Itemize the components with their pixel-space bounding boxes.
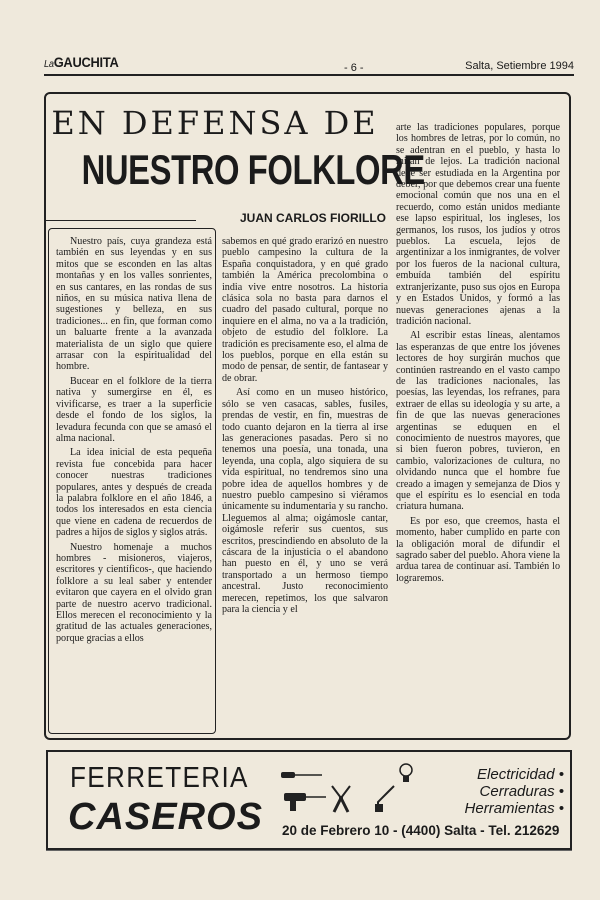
paragraph: sabemos en qué grado erarizó en nuestro pueblo campesino la cultura de la España conquistadora, y en qué grado también la América precolombina o india vive entre nosotros. La historia clásica sola no basta para darnos el cuadro del pasado cultural, porque no inquiere en el alma, no va a la tradición, objeto de estudio del folklore. La tradición es precisamente eso, el alma de los pueblos, porque en ella están su modo de pensar, de sentir, de fantasear y de obrar. bbox=[222, 236, 388, 384]
author-byline: JUAN CARLOS FIORILLO bbox=[240, 211, 386, 225]
article-column-2 bbox=[222, 236, 388, 615]
service-item: Cerraduras • bbox=[479, 783, 564, 800]
paragraph: arte las tradiciones populares, porque los hombres de letras, por lo común, no se adentran en el pueblo, y hasta lo miran de lejos. La tradición nacional debe ser estudiada en la Argentina por deber, por que debemos crear una fuente emocional común que nos una en el recuerdo, como están unidos mediante ese lapso espiritual, los ingleses, los germanos, los rusos, los judíos y otros pueblos. La escuela, lejos de argentinizar a los inmigrantes, de volver por los fueros de la nacional cultura, embuída también del espíritu extranjerizante, puso sus ojos en Europa y en Estados Unidos, y formó a las nuevas generaciones ajenas a la tradición nacional. bbox=[396, 122, 560, 327]
page-number: - 6 - bbox=[344, 62, 364, 74]
paragraph: Así como en un museo histórico, sólo se ven casacas, sables, fusiles, prendas de vestir, en fin, muestras de todo cuanto dejaron en la tierra al irse las generaciones pasadas. Pero si no tenemos una poesía, una tonada, una leyenda, una copla, algo siquiera de su vida espiritual, no tendremos sino una pobre idea de aquellos hombres y de nuestro pueblo campesino si viéramos únicamente su indumentaria y su rancho. Lleguemos al alma; oigámosle cantar, oigámosle referir sus cuentos, sus escritos, prescindiendo en absoluto de la cáscara de la injusticia o el abandono han puesto en él, y uno se verá transportado a un hermoso tiempo ancestral. Justo reconocimiento merecen, repetimos, los que salvaron para la ciencia y el bbox=[222, 387, 388, 615]
paragraph: Nuestro homenaje a muchos hombres - misioneros, viajeros, escritores y científicos-, que haciendo folklore a su leal saber y entender evitaron que cayera en el olvido gran parte de nuestro acervo tradicional. Ellos merecen el reconocimiento y la gratitud de las actuales generaciones, porque gracias a ellos bbox=[56, 541, 212, 644]
ad-store-type: FERRETERIA bbox=[70, 762, 249, 794]
paragraph: Al escribir estas líneas, alentamos las esperanzas de que entre los jóvenes lectores de hoy surgirán muchos que continúen rastreando en el vasto campo de las tradiciones nacionales, las poesías, las leyendas, los refranes, para extraer de ellas su ideología y su arte, a fin de que las nuevas generaciones argentinas se eduquen en el conocimiento de nuestros mayores, que si bien fueron pobres, tuvieron, en cambio, valorizaciones de cultura, no olvidando nunca que el hombre fue creado a imagen y semejanza de Dios y que el espíritu es lo esencial en toda criatura humana. bbox=[396, 330, 560, 513]
footer-rule bbox=[46, 850, 572, 851]
service-item: Herramientas • bbox=[464, 800, 564, 817]
drill-icon bbox=[282, 790, 328, 812]
article-title-line2: NUESTRO FOLKLORE bbox=[81, 146, 425, 193]
header-rule bbox=[44, 74, 574, 76]
light-bulb-icon bbox=[398, 762, 414, 784]
ad-store-name: CASEROS bbox=[68, 796, 263, 838]
screwdriver-icon bbox=[280, 768, 324, 782]
page-header bbox=[44, 52, 574, 78]
ad-address: 20 de Febrero 10 - (4400) Salta - Tel. 212629 bbox=[282, 823, 560, 838]
byline-rule bbox=[46, 220, 196, 221]
article-column-1 bbox=[56, 236, 212, 644]
article-title-line1: EN DEFENSA DE bbox=[51, 104, 379, 142]
ad-services bbox=[465, 766, 564, 817]
pliers-icon bbox=[328, 784, 354, 814]
paragraph: Es por eso, que creemos, hasta el momento, haber cumplido en parte con la obligación moral de difundir el sagrado saber del pueblo. Ahora viene la ardua tarea de continuar así. También lo lograremos. bbox=[396, 515, 560, 584]
paragraph: La idea inicial de esta pequeña revista fue concebida para hacer conocer nuestras tradiciones populares, antes y después de creada la palabra folklore en el año 1846, a todos los interesados en esta ciencia que viene en cadena de recuerdos de padres a hijos de siglos y siglos atrás. bbox=[56, 447, 212, 539]
magazine-logo: LaGAUCHITA bbox=[44, 54, 119, 70]
service-item: Electricidad • bbox=[477, 766, 564, 783]
paragraph: Bucear en el folklore de la tierra nativa y sumergirse en él, es vivificarse, es traer a la superficie desde el fondo de los siglos, la levadura fecunda con que se amasó el alma nacional. bbox=[56, 375, 212, 444]
paragraph: Nuestro país, cuya grandeza está también en sus leyendas y en sus mitos que se esconden en las altas montañas y en los valles sonrientes, en sus cantares, en las rondas de sus niños, en su música nativa llena de sugestiones y belleza, en sus tradiciones... en fin, que forman como un baluarte frente a la avanzada materialista de un siglo que quiere arrasar con la espiritualidad del hombre. bbox=[56, 236, 212, 373]
article-column-3 bbox=[396, 122, 560, 584]
soldering-iron-icon bbox=[374, 784, 398, 814]
issue-date: Salta, Setiembre 1994 bbox=[465, 60, 574, 72]
